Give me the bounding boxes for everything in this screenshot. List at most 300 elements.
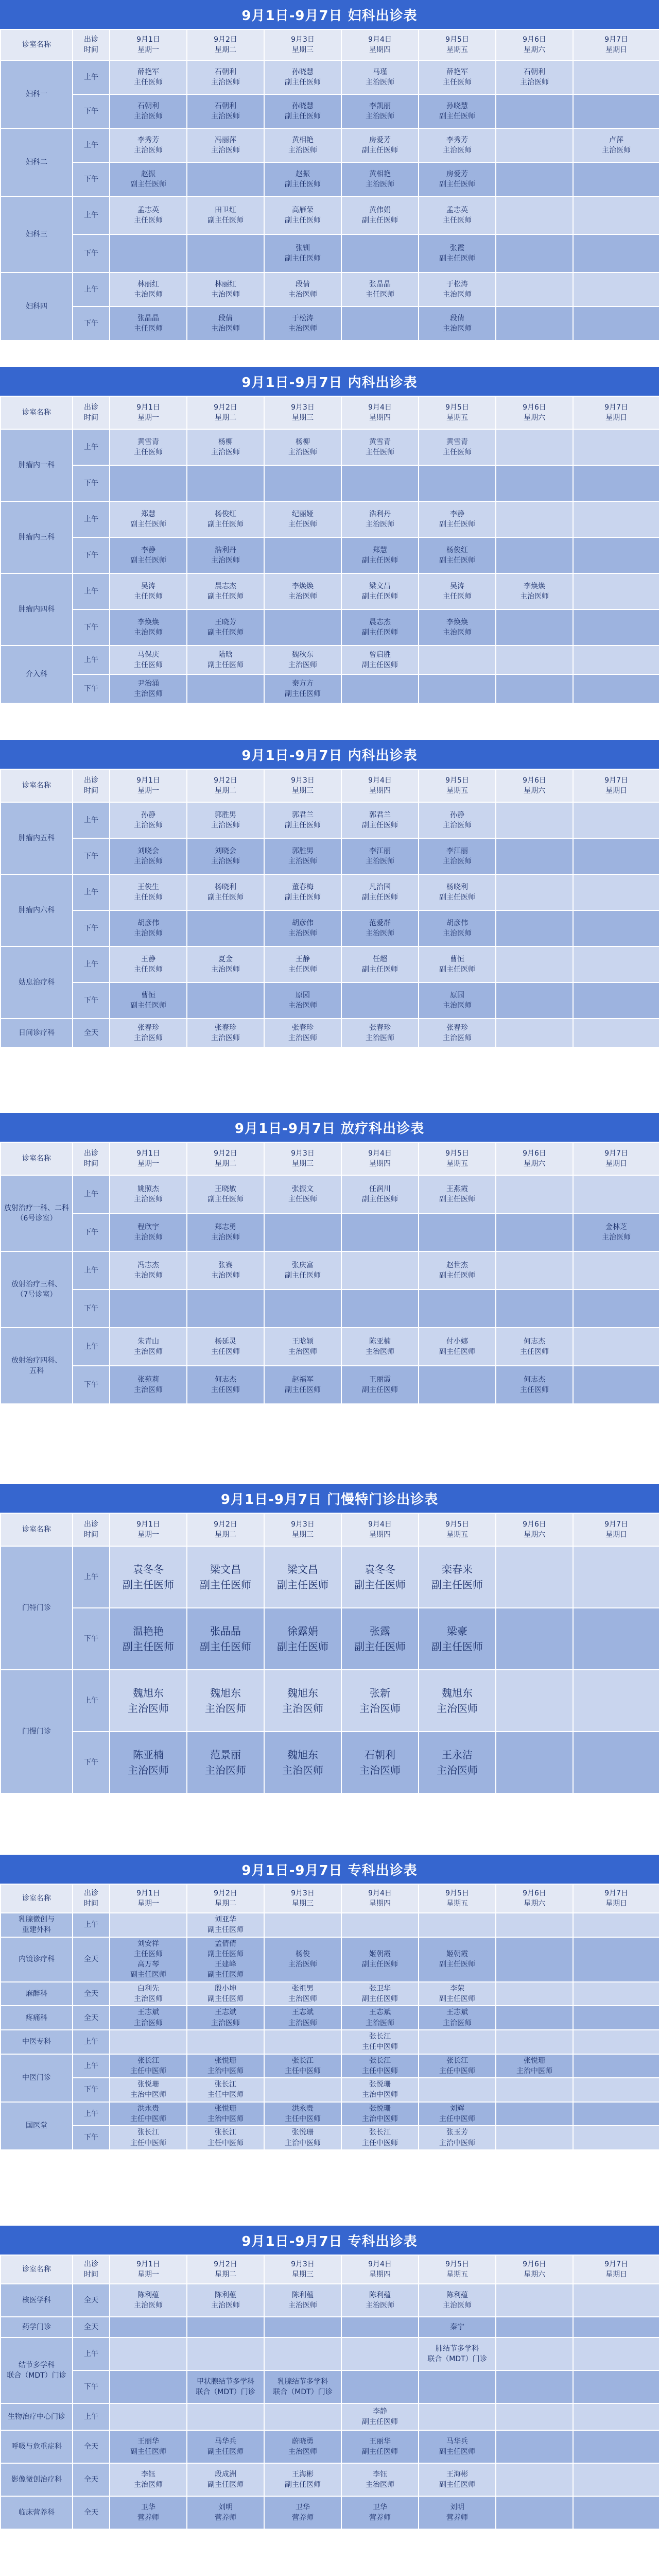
doctor-cell bbox=[419, 1982, 496, 2006]
cell-line: 9月5日 bbox=[445, 1889, 469, 1897]
header-day bbox=[573, 1513, 659, 1546]
header-dept bbox=[1, 1513, 73, 1546]
cell-line: 星期六 bbox=[524, 414, 545, 422]
doctor-cell bbox=[110, 2317, 187, 2337]
cell-line: 主任中医师 bbox=[439, 2066, 475, 2075]
cell-line: 张振文 bbox=[292, 1184, 314, 1193]
doctor-cell bbox=[341, 573, 419, 609]
cell-line: 郑志勇 bbox=[215, 1223, 236, 1231]
cell-line: 段成洲 bbox=[215, 2470, 236, 2479]
header-row bbox=[1, 2255, 659, 2284]
doctor-cell bbox=[341, 1019, 419, 1047]
dept-name bbox=[1, 1913, 73, 1937]
cell-line: 张晶晶 bbox=[137, 314, 159, 323]
cell-line: 郭胜男 bbox=[215, 810, 236, 819]
cell-line: 星期二 bbox=[215, 1900, 236, 1908]
doctor-cell bbox=[110, 1328, 187, 1366]
cell-line: 主治医师 bbox=[288, 592, 317, 601]
cell-line: 9月7日 bbox=[604, 1149, 628, 1158]
cell-line: 副主任医师 bbox=[362, 1995, 398, 2004]
doctor-cell bbox=[573, 465, 659, 501]
table-row bbox=[1, 2078, 659, 2102]
doctor-cell bbox=[419, 2054, 496, 2078]
cell-line: 姬朝霞 bbox=[369, 1950, 391, 1958]
doctor-cell bbox=[496, 162, 573, 196]
cell-line: 白利先 bbox=[137, 1984, 159, 1993]
doctor-cell bbox=[187, 1213, 264, 1251]
header-day bbox=[264, 1884, 341, 1913]
cell-line: 9月3日 bbox=[291, 1889, 315, 1897]
table-row bbox=[1, 2126, 659, 2150]
cell-line: 主治医师 bbox=[128, 1702, 169, 1715]
doctor-cell bbox=[187, 1328, 264, 1366]
cell-line: 主治医师 bbox=[288, 857, 317, 866]
table-row bbox=[1, 429, 659, 465]
doctor-cell bbox=[496, 573, 573, 609]
cell-line: 冯丽萍 bbox=[215, 135, 236, 144]
cell-line: 马华兵 bbox=[446, 2437, 468, 2446]
cell-line: 董春梅 bbox=[292, 883, 314, 891]
doctor-cell bbox=[110, 1732, 187, 1793]
doctor-cell bbox=[264, 2006, 341, 2030]
cell-line: 金林芝 bbox=[605, 1223, 627, 1231]
header-day bbox=[496, 1884, 573, 1913]
cell-line: 副主任医师 bbox=[277, 1640, 328, 1653]
header-dept bbox=[1, 2255, 73, 2284]
cell-line: 刘晓会 bbox=[137, 846, 159, 855]
header-day bbox=[264, 1513, 341, 1546]
doctor-cell bbox=[573, 429, 659, 465]
doctor-cell bbox=[264, 1937, 341, 1982]
cell-line: 主任医师 bbox=[134, 216, 163, 225]
doctor-cell bbox=[187, 802, 264, 838]
cell-line: 星期五 bbox=[446, 1160, 468, 1168]
cell-line: 9月7日 bbox=[604, 2260, 628, 2268]
cell-line: 副主任医师 bbox=[362, 146, 398, 155]
schedule-section bbox=[0, 1113, 659, 1404]
header-day bbox=[110, 1142, 187, 1175]
header-day bbox=[573, 1884, 659, 1913]
cell-line: 王俊生 bbox=[137, 883, 159, 891]
cell-line: 副主任医师 bbox=[354, 1640, 406, 1653]
header-day bbox=[187, 1142, 264, 1175]
cell-line: 李钰 bbox=[141, 2470, 155, 2479]
cell-line: 于松涛 bbox=[446, 280, 468, 289]
cell-line: 诊室名称 bbox=[22, 408, 51, 417]
doctor-cell bbox=[264, 982, 341, 1019]
schedule-section bbox=[0, 367, 659, 704]
doctor-cell bbox=[341, 1366, 419, 1404]
cell-line: 星期二 bbox=[215, 1160, 236, 1168]
doctor-cell bbox=[573, 128, 659, 162]
doctor-cell bbox=[496, 1290, 573, 1328]
cell-line: 孟倩倩 bbox=[215, 1939, 236, 1948]
cell-line: 星期一 bbox=[137, 1160, 159, 1168]
table-row bbox=[1, 2317, 659, 2337]
cell-line: 主治医师 bbox=[288, 146, 317, 155]
cell-line: 姚照杰 bbox=[137, 1184, 159, 1193]
cell-line: 星期二 bbox=[215, 2270, 236, 2279]
doctor-cell bbox=[264, 2463, 341, 2496]
header-day bbox=[187, 1513, 264, 1546]
cell-line: 黄雪青 bbox=[369, 437, 391, 446]
cell-line: 袁冬冬 bbox=[365, 1563, 395, 1575]
doctor-cell bbox=[573, 2496, 659, 2529]
cell-line: 副主任医师 bbox=[439, 965, 475, 974]
cell-line: 出诊 bbox=[84, 403, 98, 412]
session-time: 下午 bbox=[73, 1366, 110, 1404]
cell-line: 副主任医师 bbox=[285, 2481, 321, 2489]
doctor-cell bbox=[110, 1546, 187, 1608]
doctor-cell bbox=[573, 573, 659, 609]
doctor-cell bbox=[110, 946, 187, 982]
cell-line: 魏旭东 bbox=[210, 1687, 241, 1699]
doctor-cell bbox=[341, 1328, 419, 1366]
cell-line: 主治医师 bbox=[211, 1272, 240, 1280]
doctor-cell bbox=[187, 609, 264, 646]
doctor-cell bbox=[187, 162, 264, 196]
cell-line: 主治医师 bbox=[366, 2481, 394, 2489]
doctor-cell bbox=[419, 2102, 496, 2126]
header-day bbox=[110, 29, 187, 60]
doctor-cell bbox=[419, 1175, 496, 1213]
doctor-cell bbox=[419, 874, 496, 910]
cell-line: 星期日 bbox=[605, 787, 627, 795]
cell-line: 诊室名称 bbox=[22, 1894, 51, 1903]
cell-line: 主任中医师 bbox=[130, 2115, 166, 2124]
doctor-cell bbox=[264, 1213, 341, 1251]
doctor-cell bbox=[264, 1366, 341, 1404]
cell-line: 张春珍 bbox=[215, 1023, 236, 1032]
doctor-cell bbox=[341, 234, 419, 273]
session-time: 上午 bbox=[73, 2337, 110, 2370]
doctor-cell bbox=[110, 609, 187, 646]
cell-line: 星期一 bbox=[137, 414, 159, 422]
cell-line: 副主任医师 bbox=[439, 255, 475, 263]
doctor-cell bbox=[341, 1175, 419, 1213]
session-time: 全天 bbox=[73, 1982, 110, 2006]
cell-line: 魏秋东 bbox=[292, 650, 314, 659]
dept-name bbox=[1, 196, 73, 273]
cell-line: 主治医师 bbox=[282, 1702, 323, 1715]
doctor-cell bbox=[110, 273, 187, 307]
schedule-table bbox=[0, 1884, 659, 2150]
doctor-cell bbox=[573, 2078, 659, 2102]
doctor-cell bbox=[573, 646, 659, 674]
session-time: 上午 bbox=[73, 2054, 110, 2078]
cell-line: 李江丽 bbox=[369, 846, 391, 855]
cell-line: 主治中医师 bbox=[207, 2115, 244, 2124]
cell-line: 主任医师 bbox=[134, 448, 163, 456]
doctor-cell bbox=[573, 1670, 659, 1732]
table-row bbox=[1, 674, 659, 703]
session-time: 下午 bbox=[73, 838, 110, 874]
cell-line: 乳腺结节多学科 bbox=[278, 2377, 328, 2386]
cell-line: 主治医师 bbox=[288, 1034, 317, 1042]
doctor-cell bbox=[419, 1670, 496, 1732]
cell-line: 晨志杰 bbox=[369, 618, 391, 626]
doctor-cell bbox=[264, 429, 341, 465]
cell-line: 主任医师 bbox=[443, 216, 472, 225]
cell-line: 主任医师 bbox=[366, 448, 394, 456]
doctor-cell bbox=[110, 1019, 187, 1047]
doctor-cell bbox=[110, 60, 187, 94]
doctor-cell bbox=[496, 2126, 573, 2150]
header-day bbox=[110, 396, 187, 429]
cell-line: 孟志英 bbox=[446, 206, 468, 214]
doctor-cell bbox=[419, 2403, 496, 2430]
cell-line: 洪永贵 bbox=[137, 2104, 159, 2113]
dept-name bbox=[1, 1019, 73, 1047]
doctor-cell bbox=[419, 802, 496, 838]
cell-line: 卫华 bbox=[296, 2503, 310, 2512]
doctor-cell bbox=[496, 1546, 573, 1608]
doctor-cell bbox=[264, 609, 341, 646]
doctor-cell bbox=[419, 60, 496, 94]
doctor-cell bbox=[573, 1290, 659, 1328]
doctor-cell bbox=[110, 429, 187, 465]
doctor-cell bbox=[496, 2284, 573, 2317]
cell-line: 副主任医师 bbox=[207, 1195, 244, 1204]
cell-line: 9月2日 bbox=[214, 35, 237, 44]
cell-line: 张长江 bbox=[369, 2128, 391, 2137]
doctor-cell bbox=[496, 2317, 573, 2337]
session-time: 上午 bbox=[73, 2102, 110, 2126]
header-day bbox=[264, 2255, 341, 2284]
cell-line: 出诊 bbox=[84, 776, 98, 785]
doctor-cell bbox=[187, 910, 264, 946]
cell-line: 9月7日 bbox=[604, 403, 628, 412]
table-row bbox=[1, 838, 659, 874]
cell-line: 吴涛 bbox=[450, 582, 464, 590]
doctor-cell bbox=[264, 2102, 341, 2126]
cell-line: 9月5日 bbox=[445, 776, 469, 785]
header-row bbox=[1, 1513, 659, 1546]
cell-line: 9月3日 bbox=[291, 403, 315, 412]
doctor-cell bbox=[496, 2370, 573, 2403]
doctor-cell bbox=[419, 196, 496, 234]
dept-name bbox=[1, 946, 73, 1019]
cell-line: 9月6日 bbox=[523, 35, 546, 44]
doctor-cell bbox=[264, 1175, 341, 1213]
doctor-cell bbox=[419, 234, 496, 273]
cell-line: 段倩 bbox=[296, 280, 310, 289]
cell-line: 主治医师 bbox=[366, 857, 394, 866]
cell-line: 杨俊红 bbox=[215, 510, 236, 518]
cell-line: 黄相艳 bbox=[369, 170, 391, 178]
cell-line: 主治中医师 bbox=[362, 2091, 398, 2099]
cell-line: 介入科 bbox=[26, 670, 47, 679]
cell-line: 王静 bbox=[141, 955, 155, 963]
table-row bbox=[1, 196, 659, 234]
doctor-cell bbox=[573, 1251, 659, 1290]
cell-line: 李荣 bbox=[450, 1984, 464, 1993]
doctor-cell bbox=[187, 1175, 264, 1213]
doctor-cell bbox=[110, 1982, 187, 2006]
cell-line: 主治医师 bbox=[366, 78, 394, 87]
doctor-cell bbox=[496, 429, 573, 465]
dept-name bbox=[1, 2102, 73, 2150]
cell-line: 星期五 bbox=[446, 46, 468, 54]
doctor-cell bbox=[264, 60, 341, 94]
doctor-cell bbox=[264, 573, 341, 609]
cell-line: 星期二 bbox=[215, 414, 236, 422]
header-row bbox=[1, 29, 659, 60]
doctor-cell bbox=[573, 609, 659, 646]
cell-line: 副主任医师 bbox=[362, 893, 398, 902]
cell-line: 主任医师 bbox=[134, 1950, 163, 1958]
cell-line: 主任中医师 bbox=[362, 2043, 398, 2052]
cell-line: 星期三 bbox=[292, 414, 314, 422]
cell-line: 副主任医师 bbox=[207, 2481, 244, 2489]
cell-line: 范景丽 bbox=[210, 1749, 241, 1761]
doctor-cell bbox=[264, 946, 341, 982]
cell-line: 姬朝霞 bbox=[446, 1950, 468, 1958]
cell-line: 卫华 bbox=[141, 2503, 155, 2512]
doctor-cell bbox=[496, 465, 573, 501]
doctor-cell bbox=[264, 1608, 341, 1670]
table-row bbox=[1, 910, 659, 946]
doctor-cell bbox=[187, 946, 264, 982]
doctor-cell bbox=[110, 838, 187, 874]
cell-line: 营养师 bbox=[137, 2514, 159, 2522]
section-title: 9月1日-9月7日 妇科出诊表 bbox=[0, 0, 659, 29]
cell-line: 王丽霞 bbox=[369, 1375, 391, 1384]
cell-line: 副主任医师 bbox=[207, 1995, 244, 2004]
header-day bbox=[496, 1513, 573, 1546]
cell-line: 殷小坤 bbox=[215, 1984, 236, 1993]
cell-line: 梁文昌 bbox=[369, 582, 391, 590]
cell-line: 胡彦伟 bbox=[446, 919, 468, 927]
cell-line: 副主任医师 bbox=[439, 1960, 475, 1969]
cell-line: 9月3日 bbox=[291, 35, 315, 44]
dept-name bbox=[1, 1937, 73, 1982]
session-time: 下午 bbox=[73, 609, 110, 646]
cell-line: 星期四 bbox=[369, 414, 391, 422]
session-time: 下午 bbox=[73, 1732, 110, 1793]
cell-line: 李焕焕 bbox=[524, 582, 545, 590]
cell-line: 时间 bbox=[84, 787, 98, 795]
cell-line: 9月6日 bbox=[523, 1889, 546, 1897]
cell-line: 李凯丽 bbox=[369, 101, 391, 110]
header-day bbox=[573, 396, 659, 429]
cell-line: 主治医师 bbox=[602, 146, 631, 155]
doctor-cell bbox=[187, 2496, 264, 2529]
doctor-cell bbox=[341, 196, 419, 234]
cell-line: 副主任医师 bbox=[130, 520, 166, 529]
header-row bbox=[1, 769, 659, 802]
cell-line: 主治医师 bbox=[211, 2019, 240, 2027]
session-time: 上午 bbox=[73, 128, 110, 162]
cell-line: 段倩 bbox=[218, 314, 233, 323]
cell-line: 李焕焕 bbox=[137, 618, 159, 626]
doctor-cell bbox=[419, 429, 496, 465]
cell-line: 副主任医师 bbox=[439, 112, 475, 121]
doctor-cell bbox=[573, 2006, 659, 2030]
cell-line: 影像微创治疗科 bbox=[11, 2475, 62, 2484]
cell-line: 张长江 bbox=[137, 2128, 159, 2137]
cell-line: 副主任医师 bbox=[354, 1579, 406, 1591]
cell-line: 9月5日 bbox=[445, 1149, 469, 1158]
doctor-cell bbox=[187, 94, 264, 128]
doctor-cell bbox=[496, 802, 573, 838]
session-time: 下午 bbox=[73, 1608, 110, 1670]
doctor-cell bbox=[573, 946, 659, 982]
table-row bbox=[1, 234, 659, 273]
cell-line: 9月2日 bbox=[214, 403, 237, 412]
doctor-cell bbox=[496, 60, 573, 94]
doctor-cell bbox=[187, 2463, 264, 2496]
cell-line: 李焕焕 bbox=[292, 582, 314, 590]
doctor-cell bbox=[264, 646, 341, 674]
cell-line: 星期一 bbox=[137, 2270, 159, 2279]
doctor-cell bbox=[264, 1982, 341, 2006]
session-time: 下午 bbox=[73, 537, 110, 573]
cell-line: 主治医师 bbox=[211, 78, 240, 87]
cell-line: 主治医师 bbox=[288, 291, 317, 299]
doctor-cell bbox=[264, 501, 341, 537]
cell-line: 妇科四 bbox=[26, 302, 47, 311]
table-row bbox=[1, 1019, 659, 1047]
doctor-cell bbox=[110, 162, 187, 196]
section-title: 9月1日-9月7日 门慢特门诊出诊表 bbox=[0, 1484, 659, 1513]
cell-line: 副主任医师 bbox=[277, 1579, 328, 1591]
cell-line: （7号诊室） bbox=[16, 1291, 57, 1299]
doctor-cell bbox=[573, 1546, 659, 1608]
cell-line: 主任医师 bbox=[134, 592, 163, 601]
cell-line: 王晗颖 bbox=[292, 1337, 314, 1346]
cell-line: 主任医师 bbox=[288, 1195, 317, 1204]
schedule-table bbox=[0, 769, 659, 1048]
doctor-cell bbox=[419, 2337, 496, 2370]
doctor-cell bbox=[573, 1913, 659, 1937]
cell-line: 副主任医师 bbox=[362, 592, 398, 601]
cell-line: 星期三 bbox=[292, 46, 314, 54]
cell-line: 副主任医师 bbox=[200, 1579, 251, 1591]
session-time: 下午 bbox=[73, 234, 110, 273]
cell-line: 主治医师 bbox=[211, 291, 240, 299]
cell-line: 副主任医师 bbox=[285, 180, 321, 189]
doctor-cell bbox=[264, 1670, 341, 1732]
doctor-cell bbox=[419, 1019, 496, 1047]
doctor-cell bbox=[341, 874, 419, 910]
cell-line: 放射治疗一科、二科 bbox=[4, 1204, 69, 1212]
cell-line: 张春珍 bbox=[292, 1023, 314, 1032]
doctor-cell bbox=[341, 273, 419, 307]
doctor-cell bbox=[419, 128, 496, 162]
doctor-cell bbox=[110, 646, 187, 674]
cell-line: 主任医师 bbox=[211, 1348, 240, 1356]
cell-line: 诊室名称 bbox=[22, 2265, 51, 2274]
schedule-section bbox=[0, 1484, 659, 1794]
cell-line: （6号诊室） bbox=[16, 1214, 57, 1223]
cell-line: 放射治疗四科、 bbox=[11, 1356, 62, 1365]
table-row bbox=[1, 1251, 659, 1290]
doctor-cell bbox=[573, 307, 659, 341]
doctor-cell bbox=[496, 910, 573, 946]
doctor-cell bbox=[264, 2284, 341, 2317]
doctor-cell bbox=[496, 1913, 573, 1937]
doctor-cell bbox=[419, 1937, 496, 1982]
schedule-table bbox=[0, 396, 659, 704]
cell-line: 9月4日 bbox=[368, 1889, 392, 1897]
cell-line: 出诊 bbox=[84, 35, 98, 44]
doctor-cell bbox=[573, 838, 659, 874]
doctor-cell bbox=[110, 573, 187, 609]
cell-line: 黄相艳 bbox=[292, 135, 314, 144]
cell-line: 星期二 bbox=[215, 1531, 236, 1539]
doctor-cell bbox=[264, 1732, 341, 1793]
